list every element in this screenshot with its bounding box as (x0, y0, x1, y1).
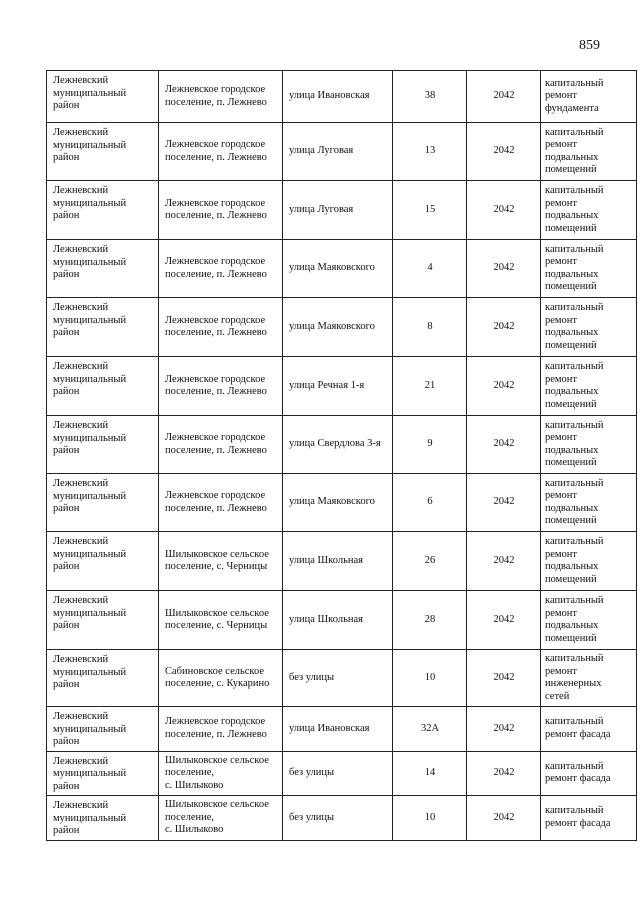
district-cell: Лежневский муниципальный район (47, 532, 159, 591)
settlement-line: поселение, п. Лежнево (165, 444, 267, 456)
settlement-line: Лежневское городское (165, 373, 266, 385)
settlement-line: поселение, п. Лежнево (165, 502, 267, 514)
settlement-cell (159, 707, 283, 752)
table-row (47, 240, 637, 298)
work-type-line: ремонт фасада (545, 728, 611, 740)
house-number-cell: 21 (393, 357, 467, 416)
work-type-line: фундамента (545, 102, 599, 114)
work-type-cell (541, 71, 637, 123)
table-row (47, 298, 637, 357)
work-type-line: капитальный (545, 760, 604, 772)
work-type-line: подвальных (545, 268, 599, 280)
settlement-line: Шилыковское сельское (165, 548, 269, 560)
work-type-line: капитальный (545, 419, 604, 431)
work-type-line: ремонт (545, 548, 578, 560)
settlement-cell (159, 357, 283, 416)
year-cell: 2042 (467, 240, 541, 298)
work-type-line: ремонт (545, 139, 578, 150)
work-type-line: помещений (545, 164, 597, 175)
settlement-cell (159, 181, 283, 240)
settlement-line: поселение, п. Лежнево (165, 327, 267, 338)
table-row (47, 591, 637, 650)
work-type-cell (541, 796, 637, 841)
settlement-cell (159, 751, 283, 796)
settlement-line: поселение, п. Лежнево (165, 728, 267, 740)
work-type-line: капитальный (545, 185, 604, 196)
settlement-line: поселение, с. Черницы (165, 620, 268, 631)
district-cell: Лежневский муниципальный район (47, 298, 159, 357)
year-cell: 2042 (467, 532, 541, 591)
settlement-line: поселение, п. Лежнево (165, 386, 267, 397)
street-cell: улица Маяковского (283, 240, 393, 298)
settlement-cell (159, 71, 283, 123)
settlement-line: Лежневское городское (165, 139, 266, 150)
table-row (47, 751, 637, 796)
district-cell: Лежневский муниципальный район (47, 474, 159, 532)
street-cell: улица Речная 1-я (283, 357, 393, 416)
settlement-cell (159, 796, 283, 841)
work-type-line: помещений (545, 222, 597, 234)
work-type-line: подвальных (545, 620, 599, 631)
work-type-line: подвальных (545, 151, 599, 163)
work-type-line: ремонт (545, 197, 578, 209)
work-type-line: помещений (545, 339, 597, 351)
settlement-line: Лежневское городское (165, 84, 266, 95)
table-row (47, 71, 637, 123)
work-type-cell (541, 532, 637, 591)
work-type-line: ремонт (545, 373, 578, 385)
settlement-cell (159, 532, 283, 591)
work-type-line: ремонт (545, 256, 578, 267)
work-type-line: капитальный (545, 653, 604, 664)
work-type-line: ремонт (545, 490, 578, 501)
settlement-line: Лежневское городское (165, 490, 266, 501)
settlement-cell (159, 123, 283, 181)
settlement-line: Шилыковское сельское (165, 799, 269, 810)
work-type-cell (541, 751, 637, 796)
work-type-line: капитальный (545, 126, 604, 138)
district-cell: Лежневский муниципальный район (47, 751, 159, 796)
house-number-cell: 32А (393, 707, 467, 752)
work-type-line: помещений (545, 457, 597, 468)
house-number-cell: 15 (393, 181, 467, 240)
settlement-line: Лежневское городское (165, 432, 266, 443)
work-type-line: капитальный (545, 77, 604, 89)
house-number-cell: 10 (393, 650, 467, 707)
work-type-line: подвальных (545, 502, 599, 514)
work-type-cell (541, 650, 637, 707)
year-cell: 2042 (467, 416, 541, 474)
house-number-cell: 6 (393, 474, 467, 532)
district-cell: Лежневский муниципальный район (47, 240, 159, 298)
work-type-line: ремонт фасада (545, 817, 611, 829)
district-cell: Лежневский муниципальный район (47, 181, 159, 240)
year-cell: 2042 (467, 751, 541, 796)
settlement-cell (159, 240, 283, 298)
street-cell: без улицы (283, 751, 393, 796)
year-cell: 2042 (467, 181, 541, 240)
district-cell: Лежневский муниципальный район (47, 591, 159, 650)
house-number-cell: 4 (393, 240, 467, 298)
year-cell: 2042 (467, 71, 541, 123)
work-type-line: ремонт (545, 314, 578, 326)
work-type-cell (541, 123, 637, 181)
table-row (47, 181, 637, 240)
settlement-line: Шилыковское сельское (165, 754, 269, 766)
table-row (47, 416, 637, 474)
year-cell: 2042 (467, 298, 541, 357)
work-type-line: капитальный (545, 243, 604, 255)
district-cell: Лежневский муниципальный район (47, 357, 159, 416)
settlement-line: с. Шилыково (165, 779, 224, 791)
street-cell: улица Свердлова 3-я (283, 416, 393, 474)
house-number-cell: 28 (393, 591, 467, 650)
settlement-line: Сабиновское сельское (165, 665, 265, 677)
street-cell: улица Ивановская (283, 71, 393, 123)
settlement-cell (159, 474, 283, 532)
work-type-line: помещений (545, 398, 597, 410)
house-number-cell: 14 (393, 751, 467, 796)
table-row (47, 796, 637, 841)
settlement-line: Лежневское городское (165, 314, 266, 326)
table-row (47, 357, 637, 416)
settlement-cell (159, 416, 283, 474)
district-cell: Лежневский муниципальный район (47, 71, 159, 123)
house-number-cell: 10 (393, 796, 467, 841)
street-cell: улица Луговая (283, 181, 393, 240)
work-type-line: помещений (545, 281, 597, 292)
year-cell: 2042 (467, 357, 541, 416)
work-type-line: помещений (545, 573, 597, 585)
settlement-line: поселение, п. Лежнево (165, 96, 267, 108)
work-type-line: капитальный (545, 716, 604, 728)
work-type-line: подвальных (545, 210, 599, 221)
settlement-line: поселение, п. Лежнево (165, 210, 267, 221)
settlement-line: поселение, с. Кукарино (165, 678, 270, 689)
work-type-line: сетей (545, 690, 570, 702)
street-cell: улица Ивановская (283, 707, 393, 752)
work-type-line: подвальных (545, 444, 599, 456)
work-type-line: ремонт (545, 607, 578, 619)
table-row (47, 650, 637, 707)
work-type-cell (541, 240, 637, 298)
work-type-cell (541, 298, 637, 357)
work-type-cell (541, 707, 637, 752)
work-type-cell (541, 357, 637, 416)
year-cell: 2042 (467, 796, 541, 841)
work-type-line: капитальный (545, 361, 604, 372)
table-row (47, 532, 637, 591)
year-cell: 2042 (467, 123, 541, 181)
work-type-line: подвальных (545, 327, 599, 338)
street-cell: улица Луговая (283, 123, 393, 181)
work-type-line: ремонт фасада (545, 773, 611, 785)
district-cell: Лежневский муниципальный район (47, 123, 159, 181)
settlement-line: Лежневское городское (165, 197, 266, 209)
settlement-line: поселение, с. Черницы (165, 561, 268, 572)
settlement-cell (159, 650, 283, 707)
work-type-line: инженерных (545, 678, 602, 689)
house-number-cell: 8 (393, 298, 467, 357)
year-cell: 2042 (467, 591, 541, 650)
settlement-cell (159, 591, 283, 650)
table-row (47, 707, 637, 752)
work-type-cell (541, 416, 637, 474)
district-cell: Лежневский муниципальный район (47, 796, 159, 841)
work-type-line: помещений (545, 515, 597, 526)
district-cell: Лежневский муниципальный район (47, 650, 159, 707)
district-cell: Лежневский муниципальный район (47, 707, 159, 752)
year-cell: 2042 (467, 650, 541, 707)
settlement-line: поселение, п. Лежнево (165, 151, 267, 163)
house-number-cell: 13 (393, 123, 467, 181)
house-number-cell: 38 (393, 71, 467, 123)
table-row (47, 123, 637, 181)
repair-schedule-table (46, 70, 637, 841)
street-cell: улица Маяковского (283, 298, 393, 357)
settlement-line: Лежневское городское (165, 256, 266, 267)
work-type-line: подвальных (545, 561, 599, 572)
house-number-cell: 26 (393, 532, 467, 591)
work-type-cell (541, 181, 637, 240)
table-body (47, 71, 637, 841)
work-type-line: подвальных (545, 386, 599, 397)
street-cell: улица Школьная (283, 532, 393, 591)
street-cell: без улицы (283, 650, 393, 707)
street-cell: улица Маяковского (283, 474, 393, 532)
work-type-line: ремонт (545, 90, 578, 102)
settlement-line: поселение, (165, 811, 215, 823)
page-number: 859 (579, 38, 600, 53)
settlement-cell (159, 298, 283, 357)
work-type-line: капитальный (545, 477, 604, 489)
settlement-line: Лежневское городское (165, 716, 266, 728)
house-number-cell: 9 (393, 416, 467, 474)
settlement-line: Шилыковское сельское (165, 607, 269, 619)
year-cell: 2042 (467, 474, 541, 532)
work-type-cell (541, 474, 637, 532)
settlement-line: с. Шилыково (165, 824, 224, 835)
street-cell: улица Школьная (283, 591, 393, 650)
work-type-line: капитальный (545, 805, 604, 817)
settlement-line: поселение, п. Лежнево (165, 268, 267, 280)
table-row (47, 474, 637, 532)
district-cell: Лежневский муниципальный район (47, 416, 159, 474)
work-type-line: капитальный (545, 536, 604, 547)
street-cell: без улицы (283, 796, 393, 841)
work-type-line: ремонт (545, 432, 578, 443)
work-type-line: капитальный (545, 595, 604, 606)
work-type-line: ремонт (545, 665, 578, 677)
work-type-line: помещений (545, 632, 597, 644)
work-type-cell (541, 591, 637, 650)
work-type-line: капитальный (545, 302, 604, 313)
year-cell: 2042 (467, 707, 541, 752)
settlement-line: поселение, (165, 767, 215, 778)
